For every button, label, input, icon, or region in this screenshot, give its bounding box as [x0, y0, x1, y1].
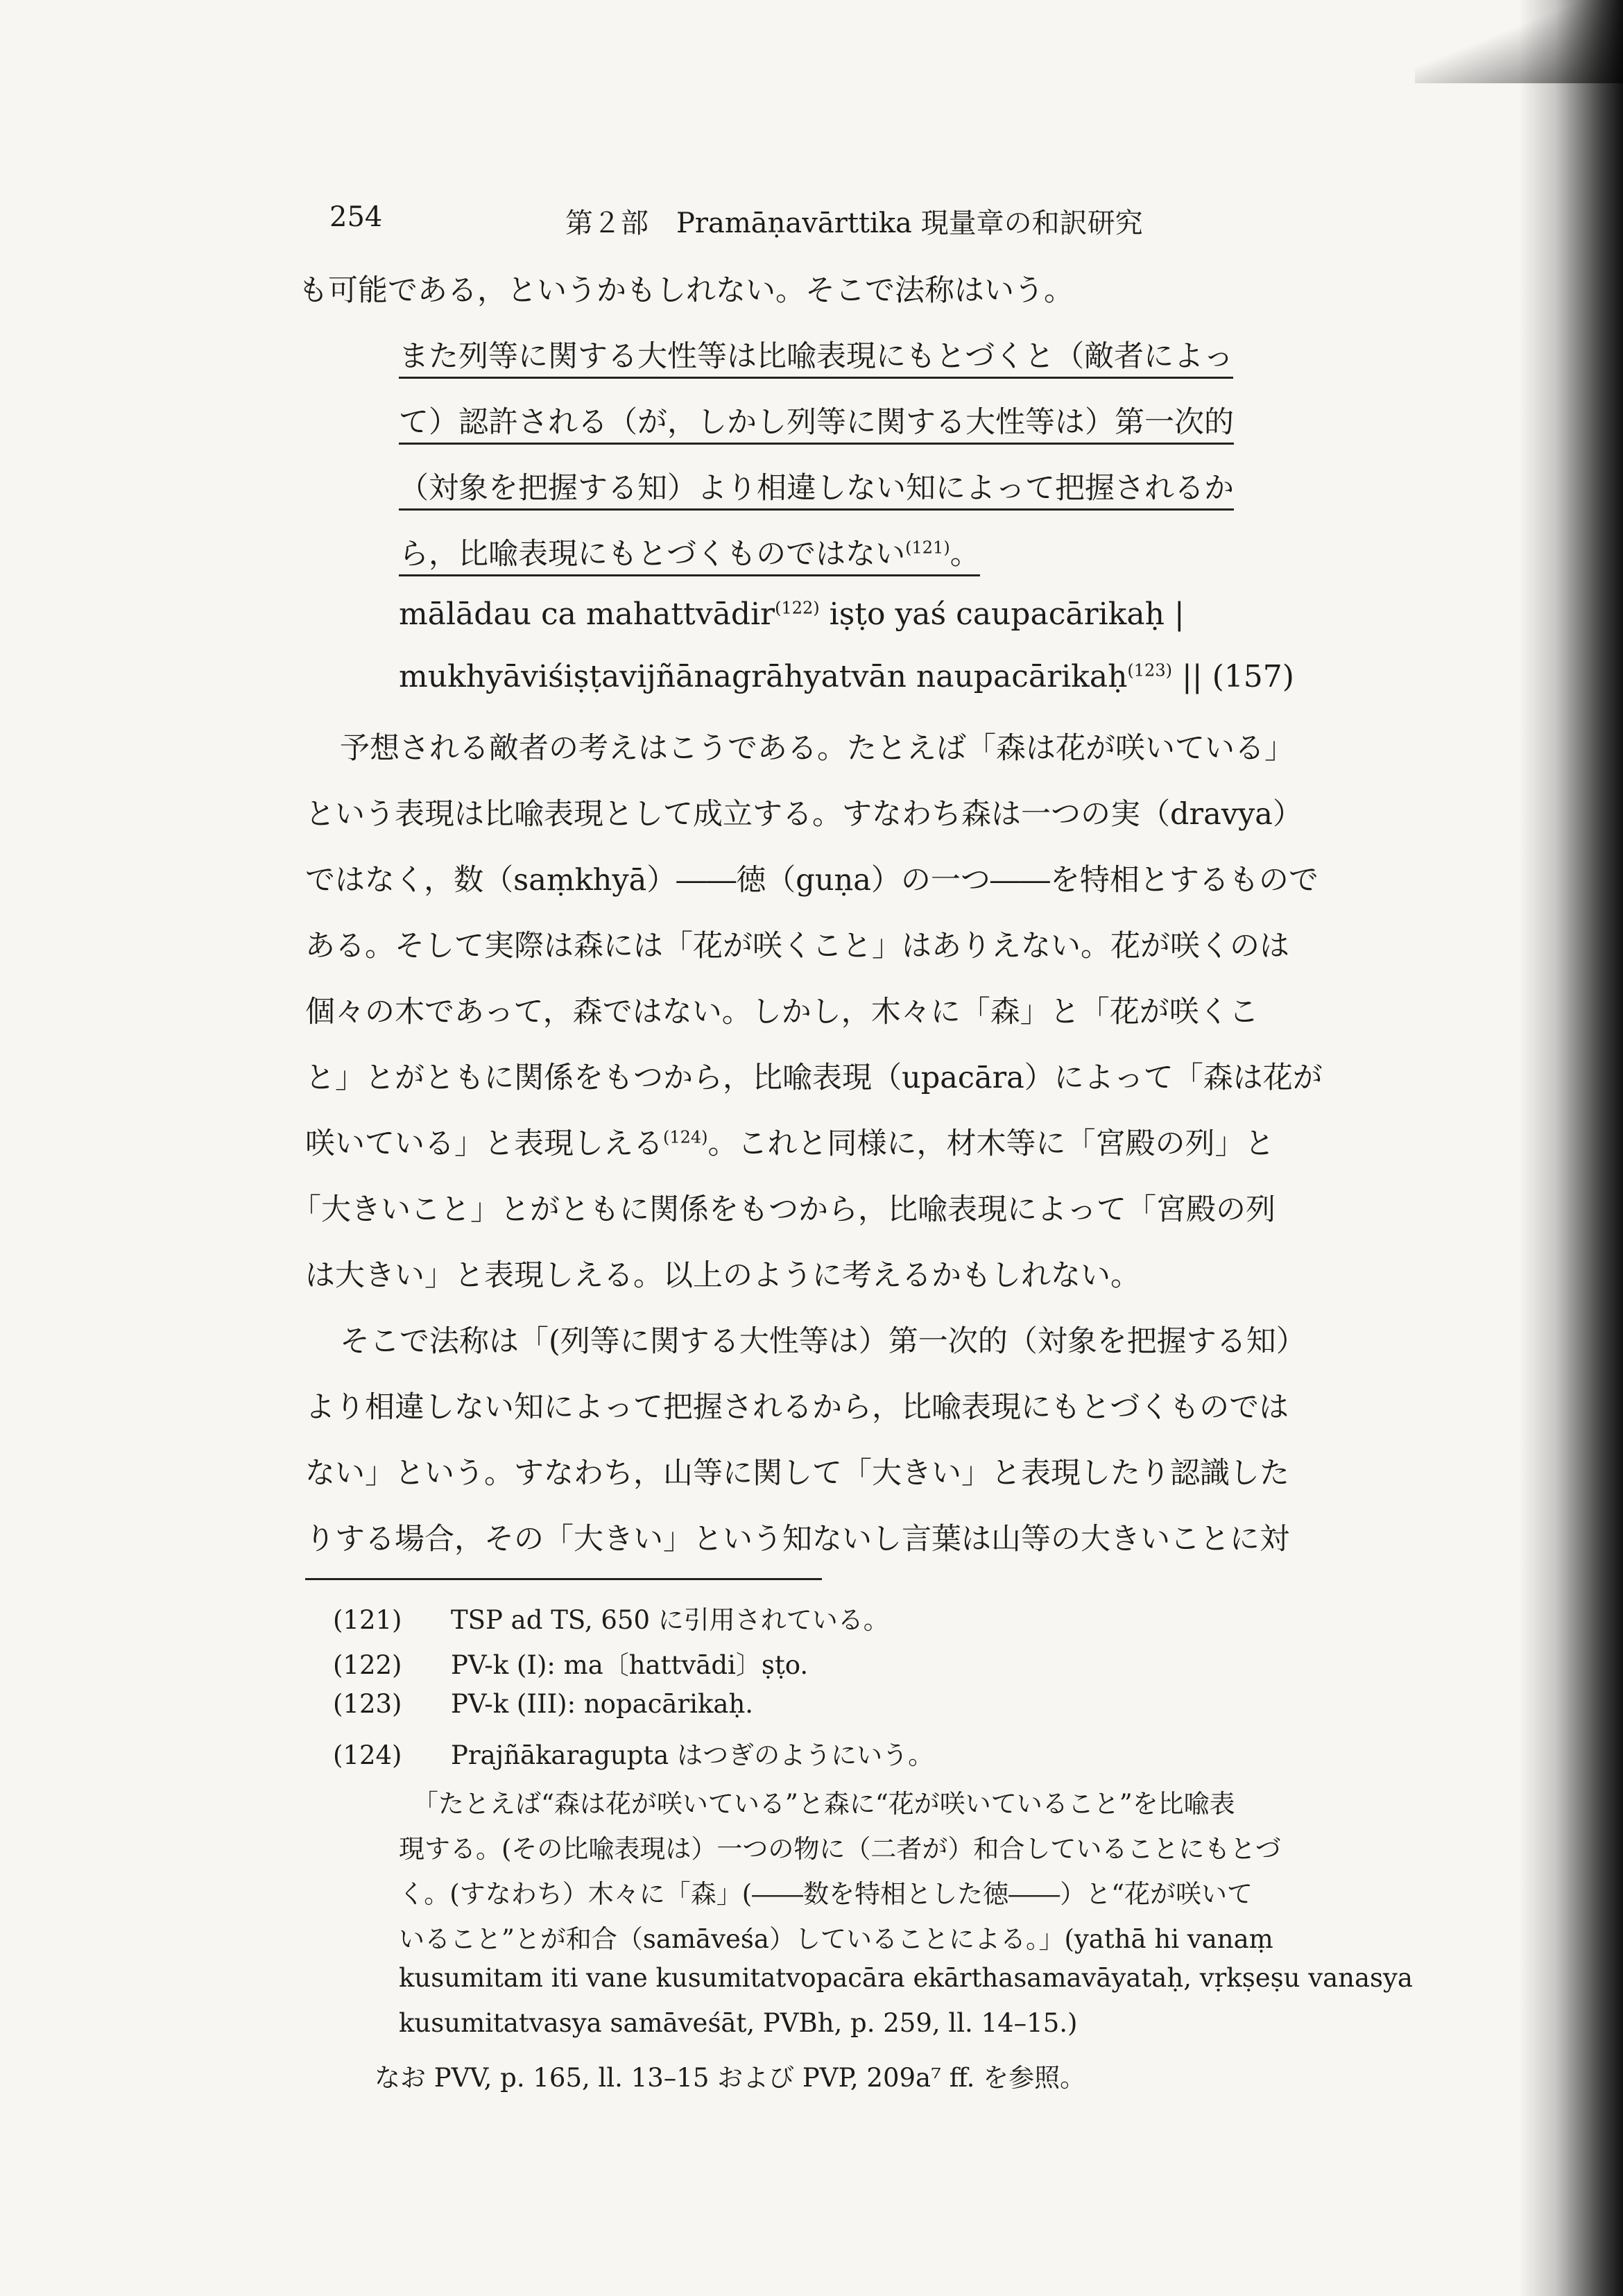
- footnote-quote-line: kusumitatvasya samāveśāt, PVBh, p. 259, ll. 14–15.): [399, 2008, 1078, 2038]
- footnote: (124) Prajñākaragupta はつぎのようにいう。: [333, 1740, 934, 1770]
- body-line: ではなく，数（saṃkhyā）――徳（guṇa）の一つ――を特相とするもので: [305, 863, 1319, 898]
- footnote-quote-line: 「たとえば“森は花が咲いている”と森に“花が咲いていること”を比喩表: [413, 1789, 1235, 1819]
- body-line: より相違しない知によって把握されるから，比喩表現にもとづくものでは: [305, 1390, 1289, 1425]
- body-line: と」とがともに関係をもつから，比喩表現（upacāra）によって「森は花が: [305, 1061, 1323, 1095]
- intro-line: も可能である，というかもしれない。そこで法称はいう。: [298, 273, 1074, 308]
- verse-translation-line: ら，比喩表現にもとづくものではない$^{(121)}$。: [399, 531, 980, 573]
- page-number: 254: [329, 201, 383, 233]
- footnote: (121) TSP ad TS, 650 に引用されている。: [333, 1605, 889, 1635]
- scan-edge-shadow: [1519, 0, 1623, 2296]
- body-line: ある。そして実際は森には「花が咲くこと」はありえない。花が咲くのは: [305, 929, 1289, 963]
- verse-translation-line: て）認許される（が，しかし列等に関する大性等は）第一次的: [399, 399, 1234, 441]
- body-line: という表現は比喩表現として成立する。すなわち森は一つの実（dravya）: [305, 797, 1303, 832]
- footnote-final-line: なお PVV, p. 165, ll. 13–15 および PVP, 209a⁷ ff. を参照。: [375, 2063, 1086, 2093]
- footnote-quote-line: 現する。(その比喩表現は）一つの物に（二者が）和合していることにもとづ: [399, 1834, 1281, 1864]
- body-line: 「大きいこと」とがともに関係をもつから，比喩表現によって「宮殿の列: [291, 1192, 1276, 1227]
- footnote-quote-line: く。(すなわち）木々に「森」(――数を特相とした徳――）と“花が咲いて: [399, 1879, 1253, 1909]
- body-line: そこで法称は「(列等に関する大性等は）第一次的（対象を把握する知）: [340, 1324, 1306, 1359]
- footnote-rule: [305, 1578, 822, 1580]
- footnote-quote-line: kusumitam iti vane kusumitatvopacāra ekārthasamavāyataḥ, vṛkṣeṣu vanasya: [399, 1963, 1413, 1993]
- note-ref: (124): [663, 1127, 708, 1147]
- body-line: ない」という。すなわち，山等に関して「大きい」と表現したり認識した: [305, 1456, 1289, 1491]
- note-ref: (123): [1127, 660, 1172, 680]
- note-ref: (121): [905, 538, 950, 558]
- footnote: (122) PV-k (I): ma〔hattvādi〕ṣṭo.: [333, 1650, 809, 1680]
- body-line: 咲いている」と表現しえる$^{(124)}$。これと同様に，材木等に「宮殿の列」と: [305, 1126, 1275, 1161]
- sanskrit-verse-line: mukhyāviśiṣṭavijñānagrāhyatvān naupacārikaḥ$^{(123)}$ || (157): [399, 659, 1294, 694]
- body-line: りする場合，その「大きい」という知ないし言葉は山等の大きいことに対: [305, 1522, 1289, 1557]
- note-ref: (122): [775, 598, 820, 618]
- footnote-quote-line: いること”とが和合（samāveśa）していることによる。」(yathā hi vanaṃ: [399, 1924, 1273, 1954]
- running-header: [329, 201, 1453, 250]
- footnote: (123) PV-k (III): nopacārikaḥ.: [333, 1689, 754, 1719]
- running-title: 第２部 Pramāṇavārttika 現量章の和訳研究: [565, 207, 1143, 239]
- verse-translation-line: （対象を把握する知）より相違しない知によって把握されるか: [399, 465, 1234, 507]
- verse-translation-line: また列等に関する大性等は比喩表現にもとづくと（敵者によっ: [399, 333, 1233, 375]
- body-line: 個々の木であって，森ではない。しかし，木々に「森」と「花が咲くこ: [305, 995, 1259, 1029]
- scan-corner-shadow: [1415, 0, 1623, 83]
- sanskrit-verse-line: mālādau ca mahattvādir$^{(122)}$ iṣṭo yaś caupacārikaḥ |: [399, 597, 1185, 632]
- body-line: 予想される敵者の考えはこうである。たとえば「森は花が咲いている」: [340, 731, 1294, 766]
- body-line: は大きい」と表現しえる。以上のように考えるかもしれない。: [305, 1258, 1140, 1293]
